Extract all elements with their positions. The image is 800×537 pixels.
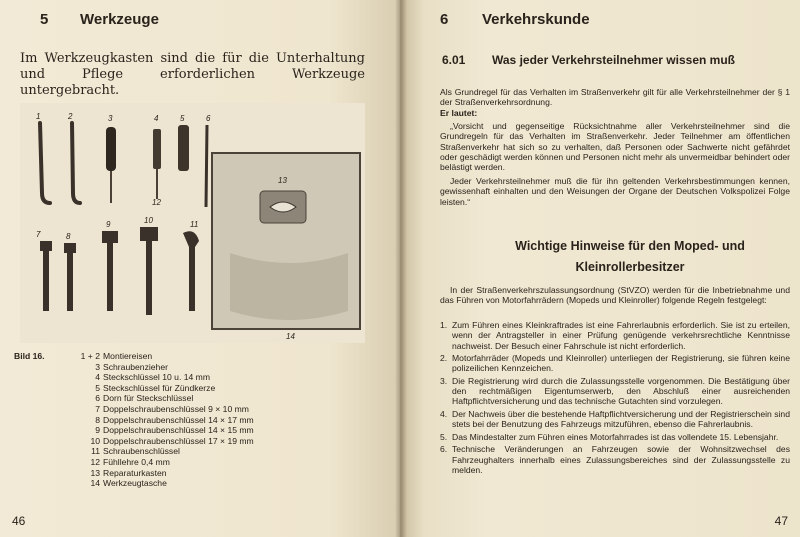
list-item-num: 6. [440,444,448,455]
caption-item-text: Reparaturkasten [103,467,167,478]
list-item [440,432,790,442]
tools-illustration [20,103,365,343]
caption-item-text: Steckschlüssel 10 u. 14 mm [103,372,210,383]
caption-item-num: 8 [95,414,100,425]
figure-number: 5 [180,114,185,123]
chapter-title: Werkzeuge [80,11,159,28]
section-number: 6.01 [442,53,466,67]
list-item-text: Der Nachweis über die bestehende Haftpflichtversicherung und der Registrierschein sind stets bei der Benutzung des Fahrzeugs mitzuführen, ebenso die Fahrerlaubnis. [452,408,790,430]
page-number-left: 46 [12,514,26,528]
figure-number: 3 [108,114,113,123]
list-item-text: Die Registrierung wird durch die Zulassungsstelle vorgenommen. Die Bestätigung über den rechtmäßigen Eigentumserwerb, den Abschluß einer ausreichenden Haftpflichtversicherung und das technische Gutachten sind vorzulegen. [452,375,790,407]
figure-caption [14,351,374,489]
list-item-num: 4. [440,408,448,419]
wrench-11 [183,231,199,311]
list-item [440,353,790,374]
paragraph-lead: Er lautet: [440,107,478,118]
caption-item-text: Doppelschraubenschlüssel 14 × 17 mm [103,414,254,425]
section-title: Was jeder Verkehrsteilnehmer wissen muß [492,53,735,67]
wrench-9 [102,231,118,311]
chapter-number: 5 [40,11,49,28]
caption-item-num: 14 [90,478,100,489]
figure-number: 1 [36,112,41,121]
intro-paragraph: Im Werkzeugkasten sind die für die Unterhaltung und Pflege erforderlichen Werkzeuge untergebracht. [20,51,365,98]
caption-item-text: Doppelschraubenschlüssel 17 × 19 mm [103,435,254,446]
chapter-number: 6 [440,11,449,28]
right-page [400,0,800,537]
figure-number: 11 [190,220,199,229]
list-item [440,376,790,407]
caption-item-num: 12 [90,456,100,467]
list-item-text: Technische Veränderungen an Fahrzeugen sowie der Wohnsitzwechsel des Fahrzeughalters innerhalb eines Zulassungsbereiches sind der Zulassungsstelle zu melden. [452,444,790,475]
subheading [470,236,790,278]
tire-lever-2 [72,123,80,203]
list-item-num: 2. [440,353,448,364]
regulations-intro: In der Straßenverkehrszulassungsordnung (StVZO) werden für die Inbetriebnahme und das Führen von Motorfahrrädern (Mopeds und Kleinroller) folgende Regeln festgelegt: [440,285,790,306]
subheading-line: Wichtige Hinweise für den Moped- und [515,239,745,253]
caption-item-text: Dorn für Steckschlüssel [103,393,194,404]
figure-number: 9 [106,220,111,229]
figure-number: 13 [278,176,287,185]
figure-number: 7 [36,230,41,239]
tire-lever-1 [40,123,50,203]
list-item-text: Das Mindestalter zum Führen eines Motorfahrrades ist das vollendete 15. Lebensjahr. [452,431,779,442]
page-number-right: 47 [774,514,788,528]
intro-paragraph [440,87,790,118]
figure-number: 10 [144,216,153,225]
list-item-num: 3. [440,375,448,386]
wrench-10 [140,227,158,315]
figure-number: 12 [152,198,161,207]
caption-item-num: 13 [90,467,100,478]
list-item-num: 1. [440,320,448,330]
caption-item-text: Werkzeugtasche [103,478,167,489]
list-item-text: Motorfahrräder (Mopeds und Kleinroller) unterliegen der Registrierung, sie führen keine polizeilichen Kennzeichen. [452,353,790,374]
caption-item-num: 3 [95,361,100,372]
caption-item-num: 4 [95,372,100,383]
figure-number: 8 [66,232,71,241]
wrench-8 [64,243,76,311]
tools-photo [20,103,365,343]
caption-item-text: Steckschlüssel für Zündkerze [103,382,216,393]
subheading-line: Kleinrollerbesitzer [575,260,685,274]
pin [206,125,207,207]
caption-item-num: 1 + 2 [80,351,100,361]
list-item-text: Zum Führen eines Kleinkraftrades ist eine Fahrerlaubnis erforderlich. Sie ist zu erteilen, wenn der Antragsteller in einer Prüfung genügende verkehrsrechtliche Kenntnisse nachweist. Der Besuch einer Fahrschule ist nicht erforderlich. [452,320,790,351]
caption-label: Bild 16. [14,351,45,361]
quote-paragraph-2: Jeder Verkehrsteilnehmer muß die für ihn geltenden Verkehrsbestimmungen kennen, gewissenhaft einhalten und den Weisungen der Organe der Deutschen Volkspolizei Folge leisten.“ [440,176,790,207]
caption-item-num: 5 [95,382,100,393]
list-item [440,320,790,351]
caption-item-text: Doppelschraubenschlüssel 14 × 15 mm [103,425,254,436]
caption-item-num: 9 [95,425,100,436]
paragraph-text: Als Grundregel für das Verhalten im Straßenverkehr gilt für alle Verkehrsteilnehmer der § 1 der Straßenverkehrsordnung. [440,87,790,108]
list-item-num: 5. [440,431,448,442]
wrench-7 [40,241,52,311]
caption-item-text: Schraubenschlüssel [103,446,180,457]
caption-item-text: Schraubenzieher [103,361,168,372]
screwdriver-handle [106,127,116,171]
figure-number: 6 [206,114,211,123]
figure-number: 4 [154,114,159,123]
caption-item-text: Fühllehre 0,4 mm [103,456,170,467]
rules-list [440,320,790,477]
figure-number: 14 [286,332,295,341]
list-item [440,444,790,475]
caption-item-num: 11 [91,446,100,457]
caption-item-num: 10 [90,435,100,446]
book-gutter [395,0,407,537]
figure-number: 2 [68,112,73,121]
caption-item-num: 6 [95,393,100,404]
socket-wrench [153,129,161,169]
spark-plug-wrench [178,125,189,171]
caption-item-num: 7 [95,403,100,414]
chapter-title: Verkehrskunde [482,11,590,28]
list-item [440,409,790,430]
caption-item-text: Doppelschraubenschlüssel 9 × 10 mm [103,403,249,414]
quote-paragraph-1: „Vorsicht und gegenseitige Rücksichtnahme aller Verkehrsteilnehmer sind die Grundregeln für das Verhalten im Straßenverkehr. Jeder Teilnehmer am öffentlichen Straßenverkehr hat sich so zu verhalten, daß Personen oder Sachwerte nicht gefährdet oder geschädigt werden können und Personen nicht mehr als unvermeidbar behindert oder belästigt werden. [440,121,790,173]
bag-pocket [230,253,348,320]
caption-item-text: Montiereisen [103,351,153,361]
